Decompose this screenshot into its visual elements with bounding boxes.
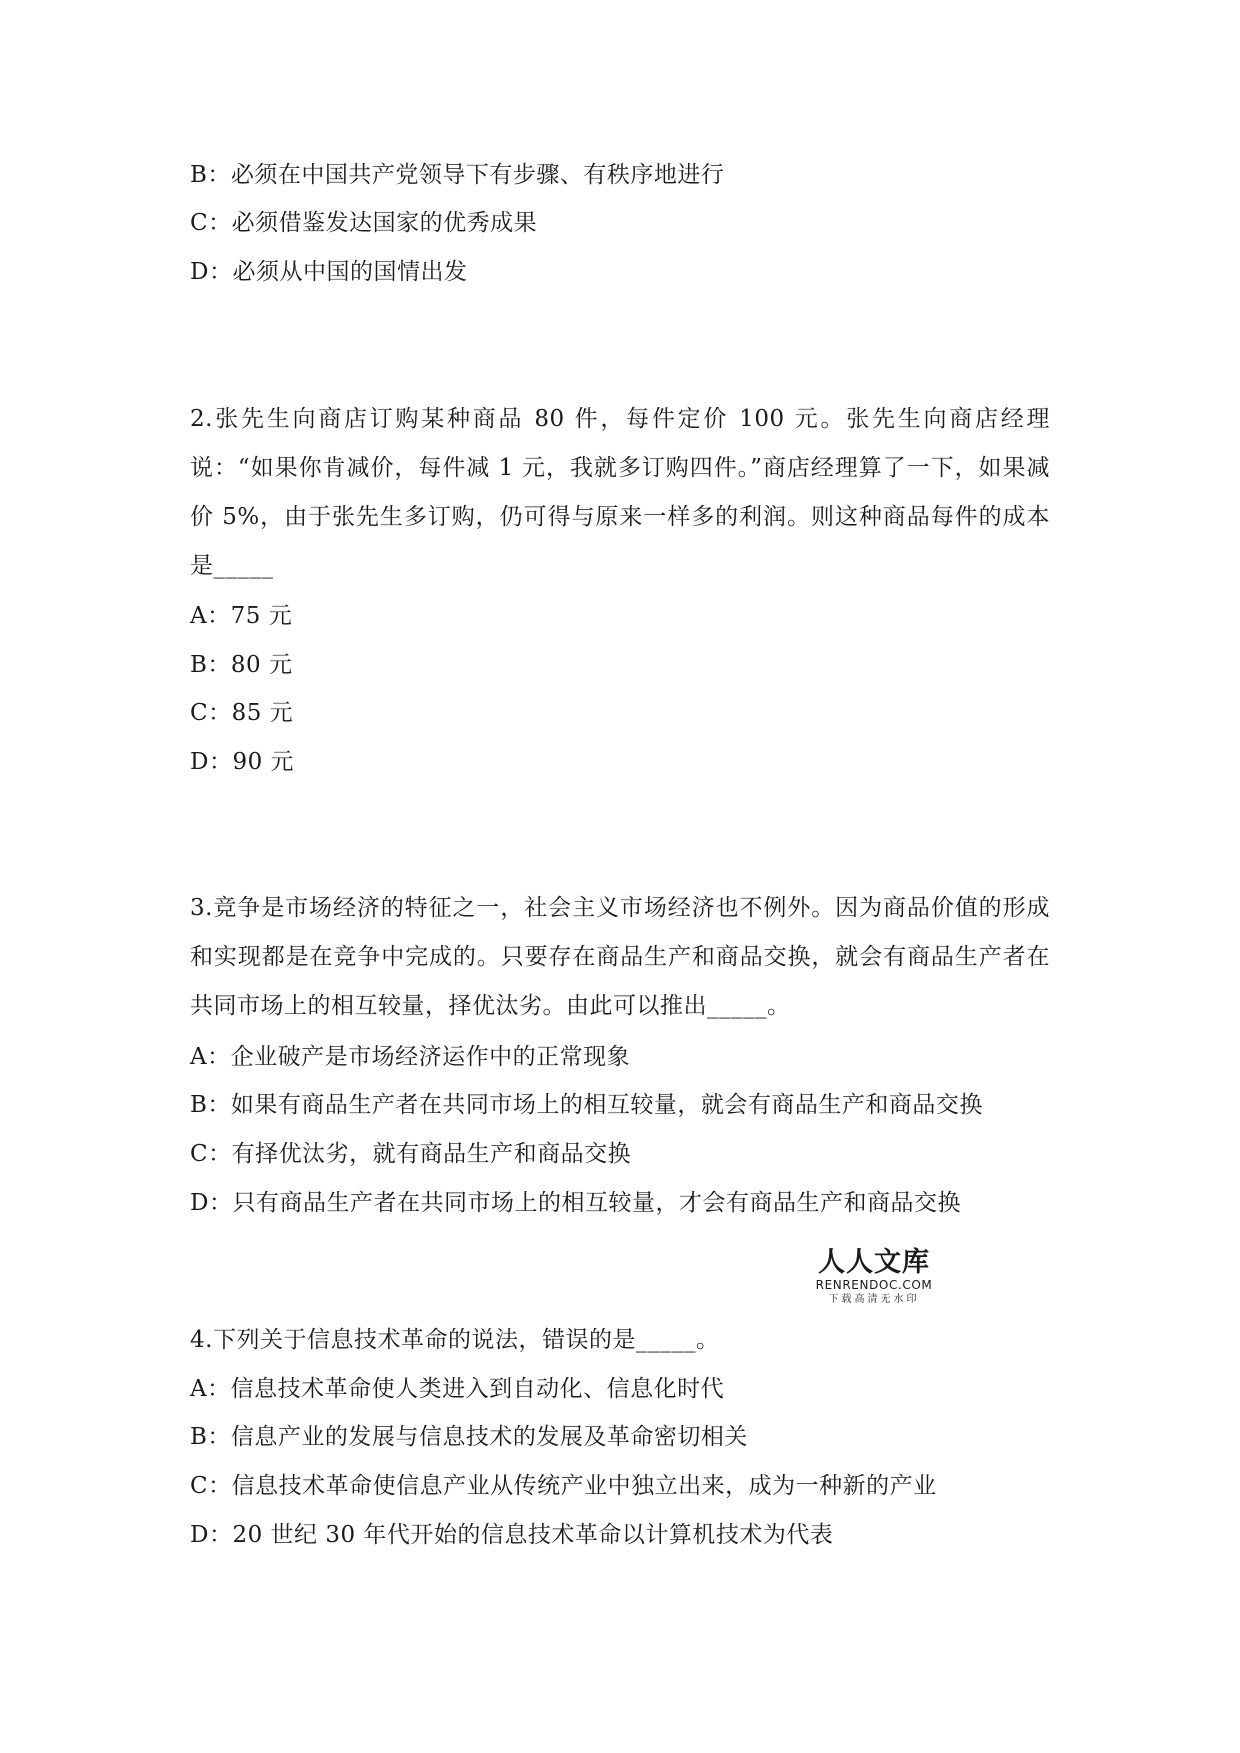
q4-option-a: A：信息技术革命使人类进入到自动化、信息化时代: [190, 1376, 725, 1402]
q1-option-b: B：必须在中国共产党领导下有步骤、有秩序地进行: [190, 162, 725, 188]
q1-option-d: D：必须从中国的国情出发: [190, 259, 468, 285]
q4-option-c: C：信息技术革命使信息产业从传统产业中独立出来，成为一种新的产业: [190, 1473, 937, 1499]
watermark-url: RENRENDOC.COM: [815, 1278, 933, 1292]
q1-option-c: C：必须借鉴发达国家的优秀成果: [190, 210, 538, 236]
q2-option-d: D：90 元: [190, 749, 295, 775]
q4-option-b: B：信息产业的发展与信息技术的发展及革命密切相关: [190, 1424, 748, 1450]
q4-option-d: D：20 世纪 30 年代开始的信息技术革命以计算机技术为代表: [190, 1522, 834, 1548]
q2-option-c: C：85 元: [190, 700, 294, 726]
watermark-subtitle: 下载高清无水印: [828, 1294, 920, 1305]
watermark-title: 人人文库: [818, 1247, 930, 1278]
q3-option-b: B：如果有商品生产者在共同市场上的相互较量，就会有商品生产和商品交换: [190, 1092, 983, 1118]
q2-stem: 2.张先生向商店订购某种商品 80 件，每件定价 100 元。张先生向商店经理说：“如果你肯减价，每件减 1 元，我就多订购四件。”商店经理算了一下，如果减价 5%，由于张先生多订购，仍可得与原来一样多的利润。则这种商品每件的成本是_____: [190, 406, 1050, 579]
q2-option-a: A：75 元: [190, 603, 293, 629]
q3-option-d: D：只有商品生产者在共同市场上的相互较量，才会有商品生产和商品交换: [190, 1190, 961, 1216]
q2-option-b: B：80 元: [190, 652, 293, 678]
q3-option-c: C：有择优汰劣，就有商品生产和商品交换: [190, 1141, 632, 1167]
q3-stem: 3.竞争是市场经济的特征之一，社会主义市场经济也不例外。因为商品价值的形成和实现都是在竞争中完成的。只要存在商品生产和商品交换，就会有商品生产者在共同市场上的相互较量，择优汰劣。由此可以推出_____。: [190, 895, 1050, 1019]
renrendoc-watermark: [808, 1248, 940, 1310]
q3-option-a: A：企业破产是市场经济运作中的正常现象: [190, 1044, 631, 1070]
q4-stem: 4.下列关于信息技术革命的说法，错误的是_____。: [190, 1327, 720, 1353]
